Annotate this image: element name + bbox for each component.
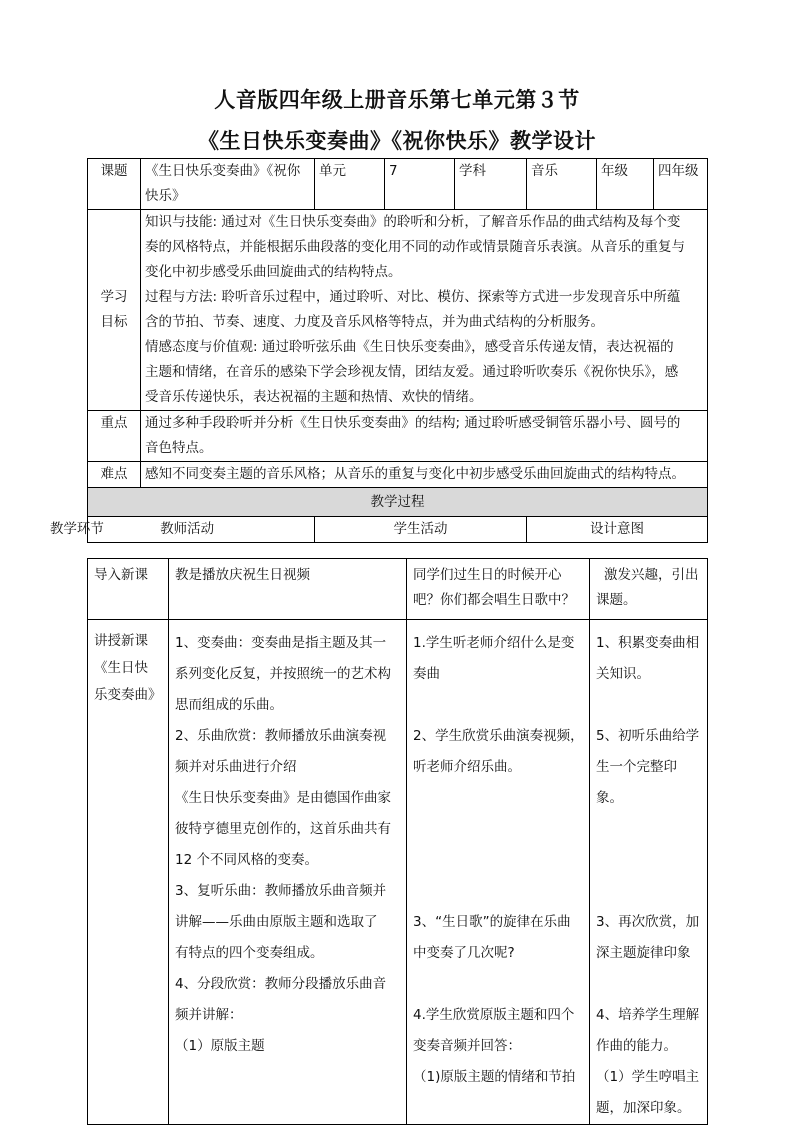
teacher-line: 12 个不同风格的变奏。	[175, 852, 318, 868]
student-gap	[413, 783, 585, 907]
student-line: 奏曲	[413, 666, 440, 682]
process-row-lesson	[88, 620, 708, 1125]
grade-label: 年级	[597, 159, 654, 210]
lesson-stage-line: 讲授新课	[94, 633, 148, 649]
subject-label: 学科	[455, 159, 527, 210]
intro-stage: 导入新课	[88, 559, 169, 620]
objectives-text	[141, 210, 708, 411]
teacher-line: 彼特亨德里克创作的，这首乐曲共有	[175, 821, 391, 837]
objective-line: 奏的风格特点，并能根据乐曲段落的变化用不同的动作或情景随音乐表演。从音乐的重复与	[145, 239, 685, 255]
objective-line: 过程与方法: 聆听音乐过程中，通过聆听、对比、模仿、探索等方式进一步发现音乐中所蕴	[145, 289, 681, 305]
title-line-1: 人音版四年级上册音乐第七单元第３节	[214, 87, 580, 112]
title-line-2: 《生日快乐变奏曲》《祝你快乐》教学设计	[198, 128, 596, 153]
topic-label: 课题	[88, 159, 141, 210]
teacher-line: （1）原版主题	[175, 1038, 265, 1054]
student-line: 3、“生日歌”的旋律在乐曲	[413, 914, 571, 930]
student-line: 听老师介绍乐曲。	[413, 759, 521, 775]
intent-line: 关知识。	[596, 666, 650, 682]
student-line: 2、学生欣赏乐曲演奏视频，	[413, 728, 584, 744]
key-points-text	[141, 411, 708, 462]
objective-line: 主题和情绪，在音乐的感染下学会珍视友情，团结友爱。通过聆听吹奏乐《祝你快乐》，感	[145, 364, 679, 380]
intent-line: 1、积累变奏曲相	[596, 635, 700, 651]
lesson-stage	[88, 620, 169, 1125]
lesson-stage-line: 《生日快	[94, 660, 148, 676]
difficulties-label: 难点	[88, 462, 141, 488]
intro-student-line: 同学们过生日的时候开心	[413, 567, 562, 583]
intro-student	[407, 559, 590, 620]
teacher-line: 思而组成的乐曲。	[175, 697, 283, 713]
key-point-line: 通过多种手段聆听并分析《生日快乐变奏曲》的结构; 通过聆听感受铜管乐器小号、圆号的	[145, 415, 681, 431]
intro-intent-line: 课题。	[596, 592, 637, 608]
student-gap	[413, 690, 585, 721]
key-point-line: 音色特点。	[145, 440, 213, 456]
intent-line: 题，加深印象。	[596, 1100, 691, 1116]
lesson-student	[407, 620, 590, 1125]
process-row-intro	[88, 559, 708, 620]
topic-value-line-2: 快乐》	[145, 188, 186, 204]
key-points-row	[88, 411, 708, 462]
intent-line: （1）学生哼唱主	[596, 1069, 700, 1085]
process-header-row	[88, 488, 708, 517]
teacher-line: 频并对乐曲进行介绍	[175, 759, 297, 775]
intent-line: 深主题旋律印象	[596, 945, 691, 961]
unit-label: 单元	[315, 159, 385, 210]
difficulties-text: 感知不同变奏主题的音乐风格；从音乐的重复与变化中初步感受乐曲回旋曲式的结构特点。	[141, 462, 708, 488]
objectives-label-line-2: 目标	[100, 314, 128, 330]
intent-line: 5、初听乐曲给学	[596, 728, 700, 744]
objective-line: 含的节拍、节奏、速度、力度及音乐风格等特点，并为曲式结构的分析服务。	[145, 314, 604, 330]
student-line: 4.学生欣赏原版主题和四个	[413, 1007, 575, 1023]
teacher-line: 4、分段欣赏：教师分段播放乐曲音	[175, 976, 387, 992]
subject-value: 音乐	[527, 159, 597, 210]
teacher-line: 1、变奏曲：变奏曲是指主题及其一	[175, 635, 387, 651]
objectives-row	[88, 210, 708, 411]
intent-gap	[596, 814, 703, 907]
col-student-label: 学生活动	[315, 517, 527, 543]
intent-line: 作曲的能力。	[596, 1038, 677, 1054]
teacher-line: 系列变化反复，并按照统一的艺术构	[175, 666, 391, 682]
teacher-line: 2、乐曲欣赏：教师播放乐曲演奏视	[175, 728, 387, 744]
lesson-intent	[590, 620, 708, 1125]
info-row	[88, 159, 708, 210]
student-line: 1.学生听老师介绍什么是变	[413, 635, 575, 651]
student-line: 变奏音频并回答：	[413, 1038, 521, 1054]
intro-teacher: 教是播放庆祝生日视频	[169, 559, 407, 620]
student-line: 中变奏了几次呢?	[413, 945, 515, 961]
intent-line: 生一个完整印象。	[596, 759, 677, 806]
col-stage-label: 教学环节	[49, 521, 104, 537]
lesson-plan-table	[49, 158, 708, 543]
teacher-line: 有特点的四个变奏组成。	[175, 945, 324, 961]
intro-student-line: 吧？你们都会唱生日歌中？	[413, 592, 575, 608]
lesson-teacher	[169, 620, 407, 1125]
unit-value: 7	[385, 159, 455, 210]
process-table	[87, 558, 708, 1125]
lesson-stage-line: 乐变奏曲》	[94, 687, 162, 703]
intro-intent	[590, 559, 708, 620]
teacher-line: 讲解——乐曲由原版主题和选取了	[175, 914, 378, 930]
grade-value: 四年级	[654, 159, 708, 210]
objectives-label-line-1: 学习	[100, 289, 128, 305]
intro-intent-line: 激发兴趣，引出	[604, 567, 699, 583]
teacher-line: 《生日快乐变奏曲》是由德国作曲家	[175, 790, 391, 806]
process-header: 教学过程	[88, 488, 708, 517]
teacher-line: 3、复听乐曲：教师播放乐曲音频并	[175, 883, 387, 899]
student-line: （1)原版主题的情绪和节拍	[413, 1069, 576, 1085]
objectives-label	[88, 210, 141, 411]
intent-line: 4、培养学生理解	[596, 1007, 700, 1023]
topic-value	[141, 159, 315, 210]
topic-value-line-1: 《生日快乐变奏曲》《祝你	[145, 163, 301, 179]
intent-gap	[596, 969, 703, 1000]
objective-line: 知识与技能: 通过对《生日快乐变奏曲》的聆听和分析，了解音乐作品的曲式结构及每个变	[145, 214, 681, 230]
col-stage	[49, 517, 315, 543]
key-points-label: 重点	[88, 411, 141, 462]
intent-gap	[596, 690, 703, 721]
col-teacher-label: 教师活动	[160, 521, 215, 537]
teacher-line: 频并讲解：	[175, 1007, 243, 1023]
process-columns-row	[88, 517, 708, 543]
col-intent-label: 设计意图	[527, 517, 708, 543]
intent-line: 3、再次欣赏，加	[596, 914, 700, 930]
objective-line: 变化中初步感受乐曲回旋曲式的结构特点。	[145, 264, 402, 280]
difficulties-row	[88, 462, 708, 488]
objective-line: 受音乐传递快乐，表达祝福的主题和热情、欢快的情绪。	[145, 389, 483, 405]
objective-line: 情感态度与价值观: 通过聆听弦乐曲《生日快乐变奏曲》，感受音乐传递友情，表达祝福的	[145, 339, 674, 355]
student-gap	[413, 969, 585, 1000]
